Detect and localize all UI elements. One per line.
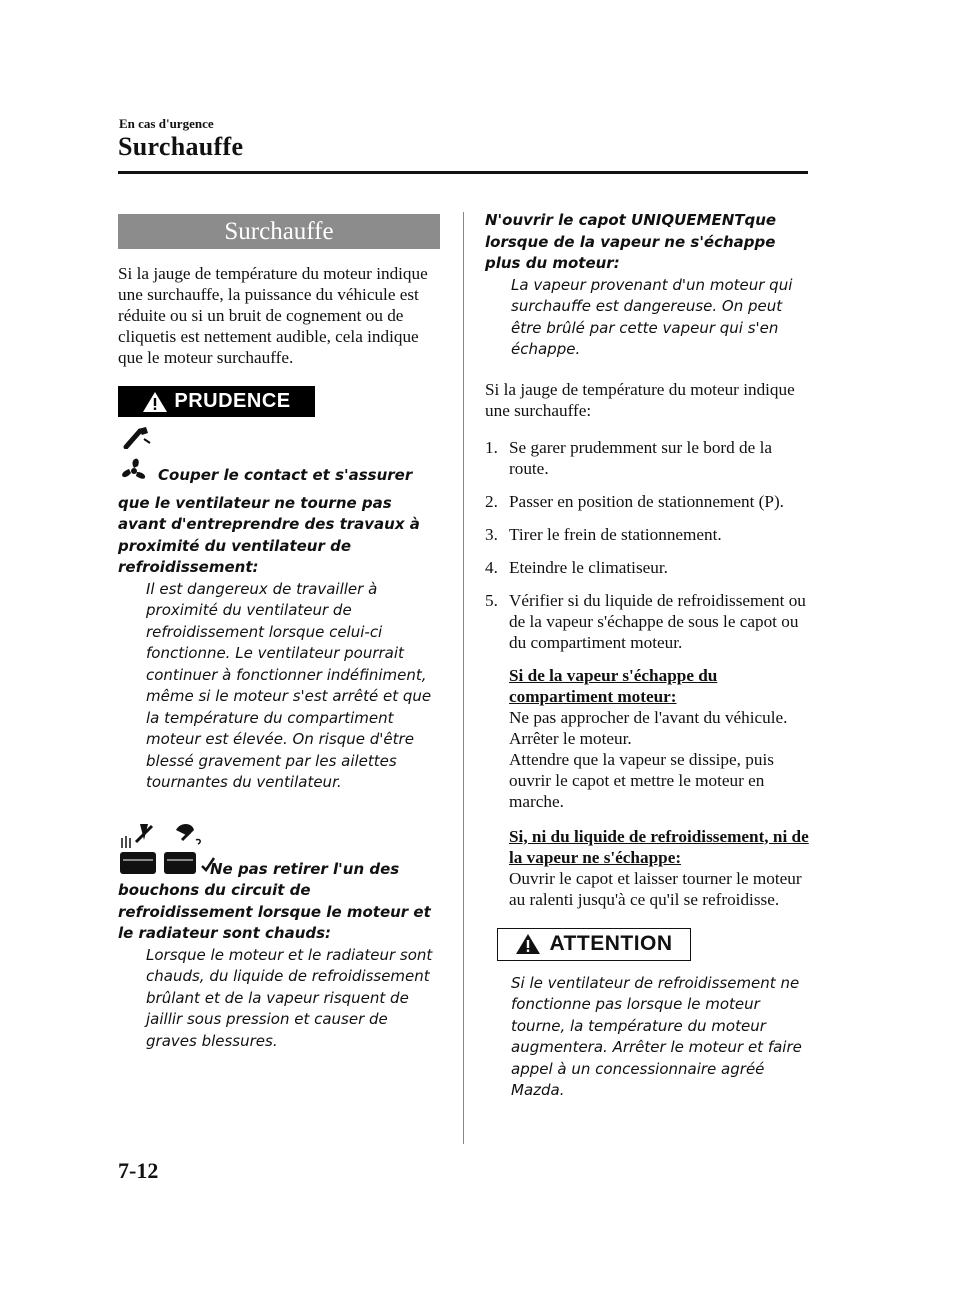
attention-text: Si le ventilateur de refroidissement ne fonctionne pas lorsque le moteur tourne, la température du moteur augmentera. Arrêter le moteur et faire appel à un concessionnaire agréé Mazda. <box>511 973 802 1099</box>
case-steam-line2: Attendre que la vapeur se dissipe, puis ouvrir le capot et mettre le moteur en marche. <box>509 749 774 811</box>
case-steam <box>509 665 815 812</box>
case-no-steam-heading: Si, ni du liquide de refroidissement, ni de la vapeur ne s'échappe: <box>509 826 809 867</box>
list-item: 4. Eteindre le climatiseur. <box>485 557 668 577</box>
page-number: 7-12 <box>118 1158 159 1183</box>
attention-label: ATTENTION <box>549 932 673 955</box>
section-title: Surchauffe <box>118 214 440 249</box>
right-column <box>485 211 815 1102</box>
list-item: 2. Passer en position de stationnement (P). <box>485 491 784 511</box>
fan-icon-group <box>118 425 440 454</box>
intro-paragraph: Si la jauge de température du moteur indique une surchauffe, la puissance du véhicule est réduite ou si un bruit de cognement ou de cliquetis est nettement audible, cela indique que le moteur surchauffe. <box>118 264 428 367</box>
warning3-body: La vapeur provenant d'un moteur qui surchauffe est dangereuse. On peut être brûlé par cette vapeur qui s'en échappe. <box>511 275 793 358</box>
header-rule <box>118 171 808 174</box>
case-no-steam-text: Ouvrir le capot et laisser tourner le moteur au ralenti jusqu'à ce qu'il se refroidisse. <box>509 868 802 909</box>
page-title: Surchauffe <box>118 132 244 161</box>
hot-radiator-icon <box>118 820 158 881</box>
warning-heading <box>118 456 440 579</box>
warning2-body: Lorsque le moteur et le radiateur sont chauds, du liquide de refroidissement brûlant et de la vapeur risquent de jaillir sous pression et causer de graves blessures. <box>146 945 433 1050</box>
prudence-banner <box>118 386 315 417</box>
list-item: 1. Se garer prudemment sur le bord de la route. <box>485 437 772 478</box>
warning-triangle-icon <box>515 933 541 955</box>
list-item: 5. Vérifier si du liquide de refroidissement ou de la vapeur s'échappe de sous le capot ou du compartiment moteur. <box>485 590 806 652</box>
procedure-intro: Si la jauge de température du moteur indique une surchauffe: <box>485 379 795 420</box>
column-divider <box>463 212 464 1144</box>
steps-list <box>485 437 815 653</box>
tool-icon <box>118 425 440 454</box>
fan-icon <box>118 456 150 493</box>
section-label: En cas d'urgence <box>119 116 214 131</box>
prudence-label: PRUDENCE <box>174 390 291 412</box>
left-column <box>118 214 440 1052</box>
case-no-steam <box>509 826 815 910</box>
list-item: 3. Tirer le frein de stationnement. <box>485 524 722 544</box>
attention-banner <box>497 928 691 961</box>
warning1-heading: Couper le contact et s'assurer que le ventilateur ne tourne pas avant d'entreprendre des travaux à proximité du ventilateur de refroidissement: <box>118 466 420 576</box>
case-steam-line1: Ne pas approcher de l'avant du véhicule. Arrêter le moteur. <box>509 707 788 748</box>
warning1-body: Il est dangereux de travailler à proximité du ventilateur de refroidissement lorsque celui-ci fonctionne. Le ventilateur pourrait continuer à fonctionner indéfiniment, même si le moteur s'est arrêté et que la température du compartiment moteur est élevée. On risque d'être blessé gravement par les ailettes tournantes du ventilateur. <box>146 579 432 791</box>
warning2-heading: Ne pas retirer l'un des bouchons du circuit de refroidissement lorsque le moteur et le radiateur sont chauds: <box>118 859 431 942</box>
warning-triangle-icon <box>142 391 168 413</box>
case-steam-heading: Si de la vapeur s'échappe du compartiment moteur: <box>509 665 718 706</box>
warning3-heading: N'ouvrir le capot UNIQUEMENTque lorsque de la vapeur ne s'échappe plus du moteur: <box>485 211 777 272</box>
